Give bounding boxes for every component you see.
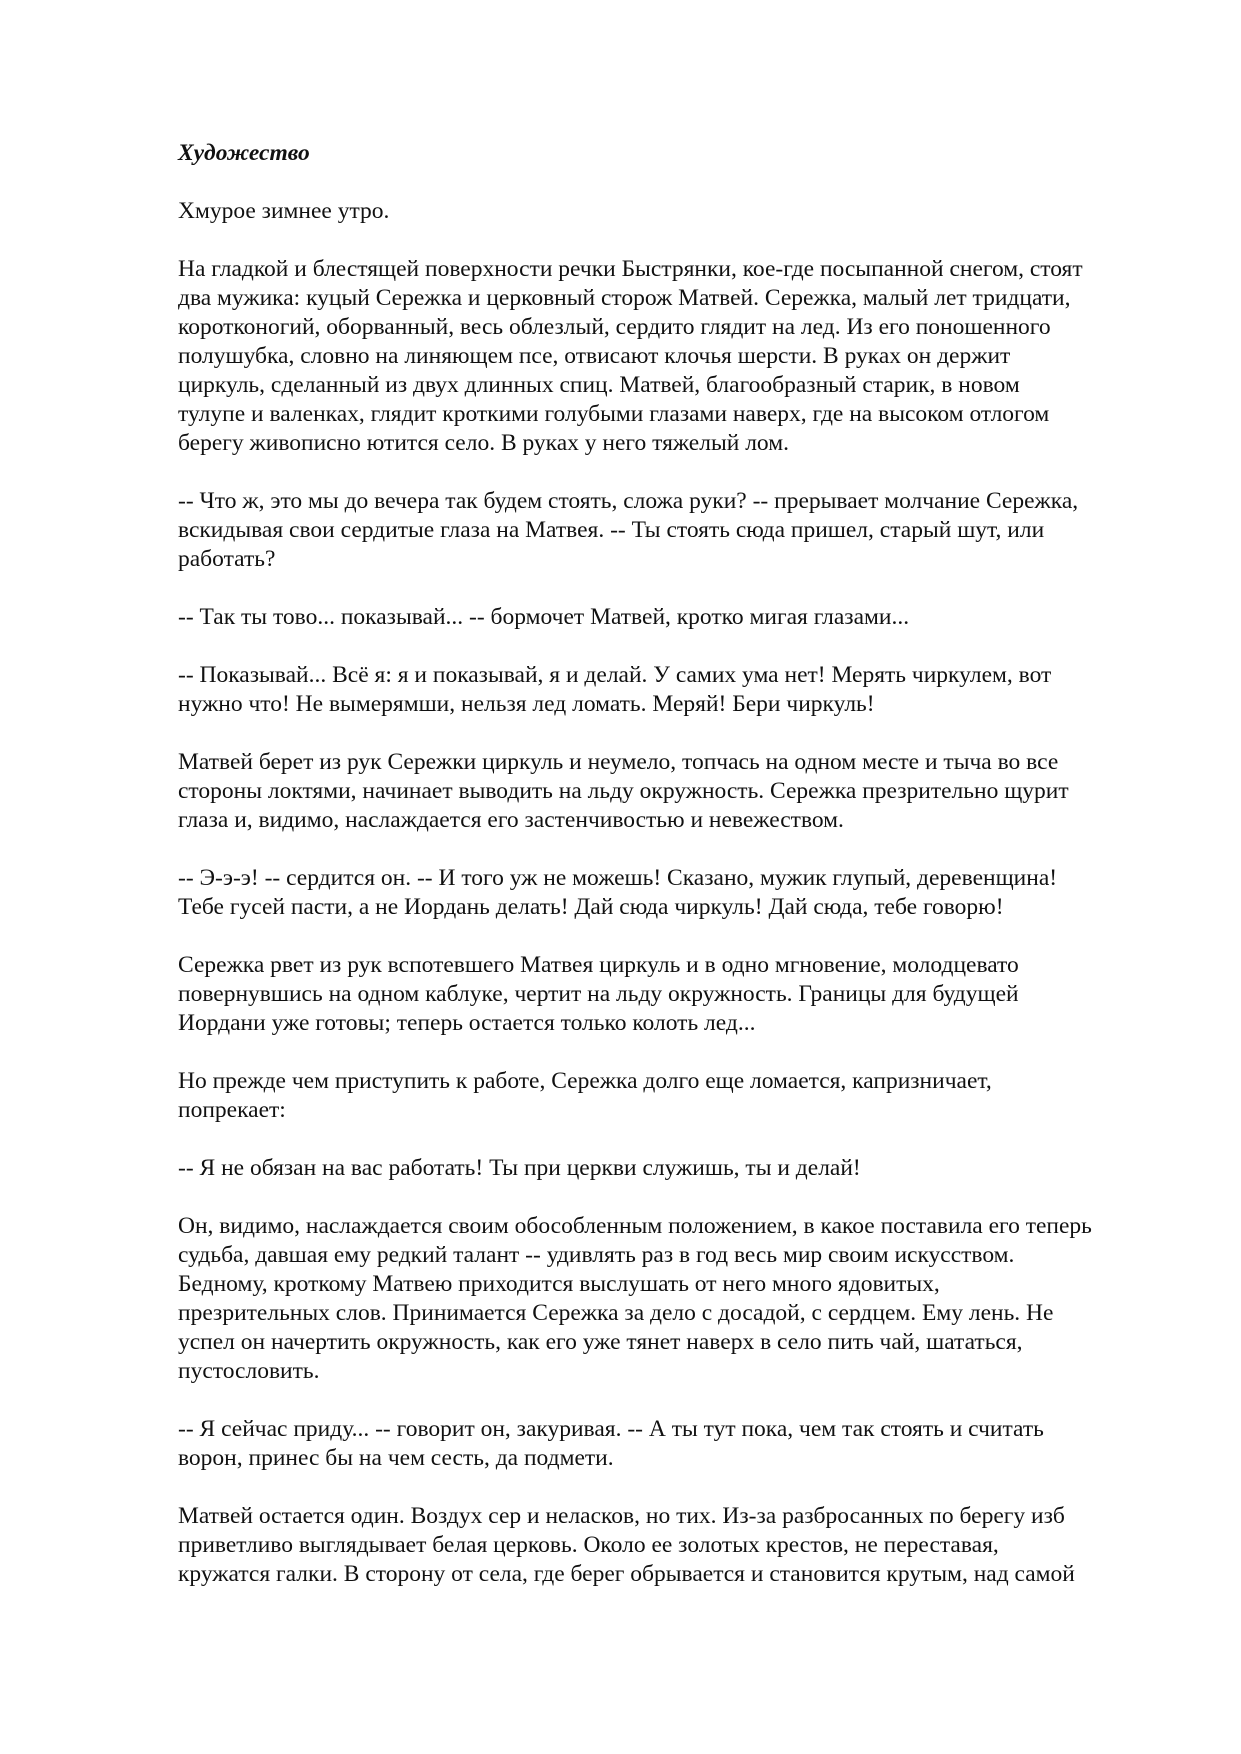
paragraph-line: повернувшись на одном каблуке, чертит на льду окружность. Границы для будущей bbox=[178, 981, 1019, 1007]
paragraph-line: -- Что ж, это мы до вечера так будем стоять, сложа руки? -- прерывает молчание Сережка, bbox=[178, 488, 1079, 514]
paragraphs-container bbox=[178, 197, 1168, 1589]
document-title: Художество bbox=[178, 140, 310, 166]
paragraph-line: два мужика: куцый Сережка и церковный сторож Матвей. Сережка, малый лет тридцати, bbox=[178, 285, 1071, 311]
document-body bbox=[178, 139, 1168, 1618]
paragraph bbox=[178, 487, 1168, 574]
paragraph-line: попрекает: bbox=[178, 1097, 286, 1123]
paragraph bbox=[178, 603, 1168, 632]
paragraph-line: -- Э-э-э! -- сердится он. -- И того уж не можешь! Сказано, мужик глупый, деревенщина! bbox=[178, 865, 1058, 891]
paragraph-line: глаза и, видимо, наслаждается его застенчивостью и невежеством. bbox=[178, 807, 844, 833]
paragraph-line: приветливо выглядывает белая церковь. Около ее золотых крестов, не переставая, bbox=[178, 1532, 999, 1558]
paragraph-line: Матвей берет из рук Сережки циркуль и неумело, топчась на одном месте и тыча во все bbox=[178, 749, 1059, 775]
paragraph-line: -- Я не обязан на вас работать! Ты при церкви служишь, ты и делай! bbox=[178, 1155, 861, 1181]
paragraph bbox=[178, 1415, 1168, 1473]
paragraph bbox=[178, 1212, 1168, 1386]
paragraph-line: пустословить. bbox=[178, 1358, 320, 1384]
paragraph-line: На гладкой и блестящей поверхности речки Быстрянки, кое-где посыпанной снегом, стоят bbox=[178, 256, 1083, 282]
paragraph-line: Сережка рвет из рук вспотевшего Матвея циркуль и в одно мгновение, молодцевато bbox=[178, 952, 1019, 978]
paragraph-line: Хмурое зимнее утро. bbox=[178, 198, 390, 224]
paragraph-line: берегу живописно ютится село. В руках у него тяжелый лом. bbox=[178, 430, 789, 456]
paragraph-line: вскидывая свои сердитые глаза на Матвея. -- Ты стоять сюда пришел, старый шут, или bbox=[178, 517, 1045, 543]
paragraph-line: циркуль, сделанный из двух длинных спиц. Матвей, благообразный старик, в новом bbox=[178, 372, 1020, 398]
paragraph bbox=[178, 1154, 1168, 1183]
paragraph-line: -- Я сейчас приду... -- говорит он, закуривая. -- А ты тут пока, чем так стоять и считать bbox=[178, 1416, 1044, 1442]
paragraph bbox=[178, 864, 1168, 922]
paragraph-line: полушубка, словно на линяющем псе, отвисают клочья шерсти. В руках он держит bbox=[178, 343, 1011, 369]
paragraph-line: презрительных слов. Принимается Сережка за дело с досадой, с сердцем. Ему лень. Не bbox=[178, 1300, 1054, 1326]
paragraph bbox=[178, 255, 1168, 458]
paragraph bbox=[178, 1502, 1168, 1589]
paragraph-line: тулупе и валенках, глядит кроткими голубыми глазами наверх, где на высоком отлогом bbox=[178, 401, 1050, 427]
paragraph-line: коротконогий, оборванный, весь облезлый, сердито глядит на лед. Из его поношенного bbox=[178, 314, 1051, 340]
paragraph-line: работать? bbox=[178, 546, 276, 572]
paragraph-line: Иордани уже готовы; теперь остается только колоть лед... bbox=[178, 1010, 756, 1036]
paragraph bbox=[178, 1067, 1168, 1125]
paragraph-line: Тебе гусей пасти, а не Иордань делать! Дай сюда чиркуль! Дай сюда, тебе говорю! bbox=[178, 894, 1004, 920]
paragraph-line: кружатся галки. В сторону от села, где берег обрывается и становится крутым, над самой bbox=[178, 1561, 1075, 1587]
paragraph-line: -- Показывай... Всё я: я и показывай, я и делай. У самих ума нет! Мерять чиркулем, вот bbox=[178, 662, 1052, 688]
paragraph-line: судьба, давшая ему редкий талант -- удивлять раз в год весь мир своим искусством. bbox=[178, 1242, 1015, 1268]
paragraph bbox=[178, 197, 1168, 226]
paragraph bbox=[178, 951, 1168, 1038]
paragraph bbox=[178, 661, 1168, 719]
paragraph-line: Но прежде чем приступить к работе, Сережка долго еще ломается, капризничает, bbox=[178, 1068, 992, 1094]
paragraph-line: ворон, принес бы на чем сесть, да подмети. bbox=[178, 1445, 614, 1471]
paragraph-line: стороны локтями, начинает выводить на льду окружность. Сережка презрительно щурит bbox=[178, 778, 1069, 804]
paragraph-line: Он, видимо, наслаждается своим обособленным положением, в какое поставила его теперь bbox=[178, 1213, 1092, 1239]
paragraph-line: успел он начертить окружность, как его уже тянет наверх в село пить чай, шататься, bbox=[178, 1329, 1023, 1355]
paragraph-line: нужно что! Не вымерямши, нельзя лед ломать. Меряй! Бери чиркуль! bbox=[178, 691, 875, 717]
paragraph-line: Матвей остается один. Воздух сер и неласков, но тих. Из-за разбросанных по берегу изб bbox=[178, 1503, 1065, 1529]
paragraph-line: -- Так ты тово... показывай... -- бормочет Матвей, кротко мигая глазами... bbox=[178, 604, 910, 630]
paragraph-line: Бедному, кроткому Матвею приходится выслушать от него много ядовитых, bbox=[178, 1271, 940, 1297]
paragraph bbox=[178, 748, 1168, 835]
